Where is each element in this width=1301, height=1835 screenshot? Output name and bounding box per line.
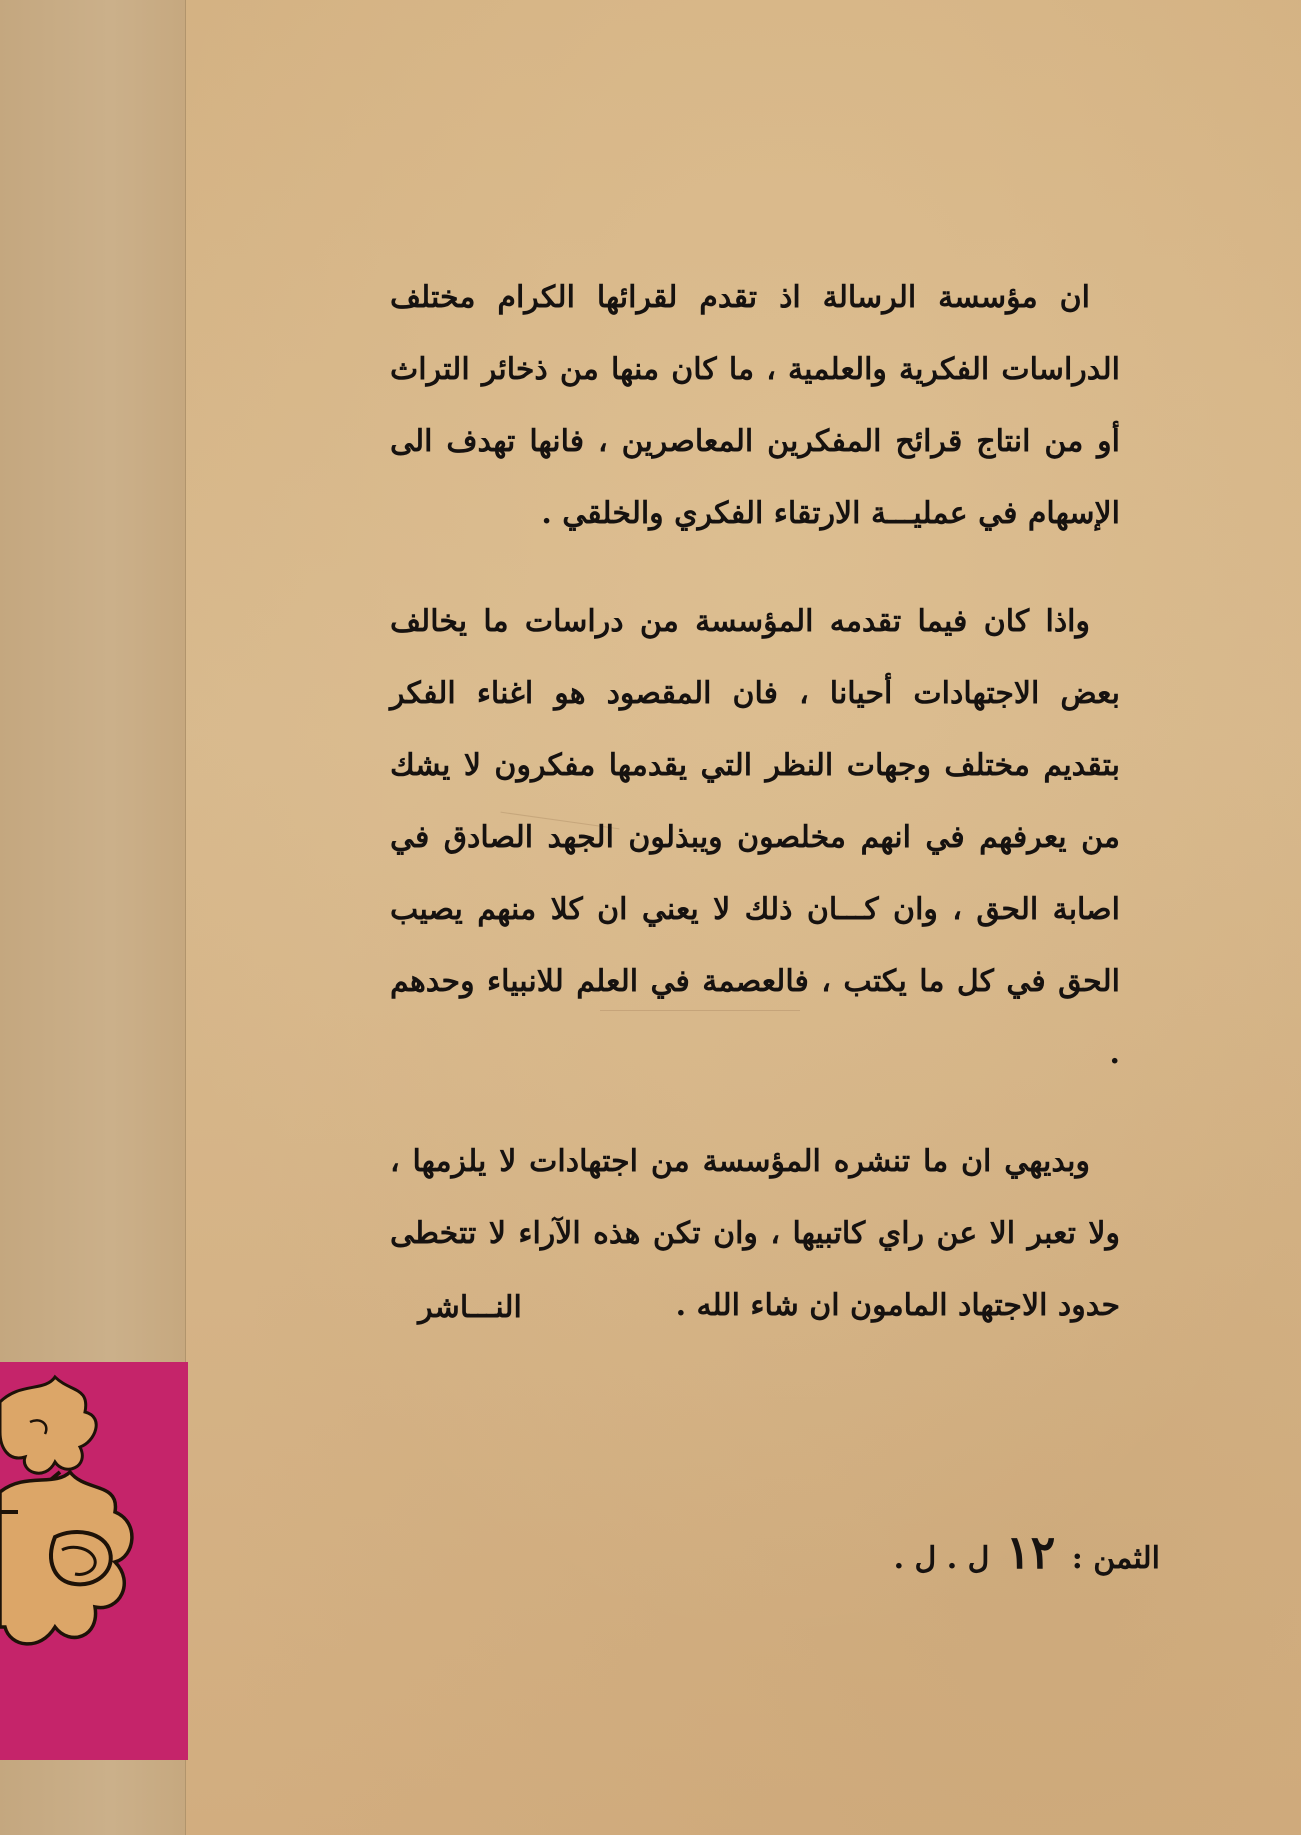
statement-paragraph: ان مؤسسة الرسالة اذ تقدم لقرائها الكرام مختلف الدراسات الفكرية والعلمية ، ما كان منها من ذخائر التراث أو من انتاج قرائح المفكرين المعاصرين ، فانها تهدف الى الإسهام في عمليـــة الارتقاء الفكري والخلقي .	[390, 280, 1120, 531]
publisher-signature: النـــاشر	[418, 1290, 522, 1325]
price-label: الثمن :	[1071, 1541, 1160, 1576]
spine-color-block	[0, 1362, 188, 1760]
price-currency: ل . ل .	[893, 1541, 990, 1576]
price-amount: ١٢	[1005, 1525, 1056, 1579]
price-line	[880, 1525, 1160, 1581]
publisher-statement	[390, 262, 1120, 1378]
flower-ornament-icon	[0, 1362, 188, 1760]
statement-paragraph: وبديهي ان ما تنشره المؤسسة من اجتهادات لا يلزمها ، ولا تعبر الا عن راي كاتبيها ، وان تكن هذه الآراء لا تتخطى حدود الاجتهاد المامون ان شاء الله .	[390, 1144, 1120, 1323]
statement-paragraph: واذا كان فيما تقدمه المؤسسة من دراسات ما يخالف بعض الاجتهادات أحيانا ، فان المقصود هو اغناء الفكر بتقديم مختلف وجهات النظر التي يقدمها مفكرون لا يشك من يعرفهم في انهم مخلصون ويبذلون الجهد الصادق في اصابة الحق ، وان كـــان ذلك لا يعني ان كلا منهم يصيب الحق في كل ما يكتب ، فالعصمة في العلم للانبياء وحدهم .	[390, 604, 1120, 1071]
